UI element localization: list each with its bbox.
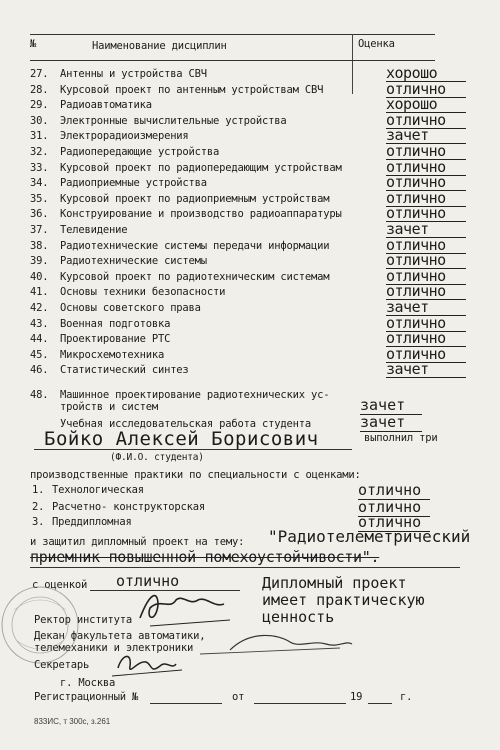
- subject-name: Курсовой проект по радиотехническим системам: [60, 270, 330, 283]
- thesis-rule: [30, 567, 460, 568]
- subject-number: 43.: [30, 317, 49, 330]
- item48-name-line2: тройств и систем: [60, 401, 158, 413]
- subject-number: 41.: [30, 286, 49, 299]
- subject-name: Антенны и устройства СВЧ: [60, 68, 207, 80]
- subject-grade: отлично: [386, 205, 466, 222]
- thesis-prefix: и защитил дипломный проект на тему:: [30, 536, 245, 548]
- subject-name: Курсовой проект по радиопередающим устройствам: [60, 161, 342, 174]
- subject-name: Электрорадиоизмерения: [60, 130, 189, 143]
- subject-grade: хорошо: [386, 65, 466, 82]
- subject-grade: отлично: [386, 237, 466, 254]
- year-suffix: г.: [400, 691, 413, 703]
- column-grade-header: Оценка: [358, 38, 395, 50]
- dean-signature: [230, 635, 352, 650]
- subject-row: [30, 360, 470, 379]
- subject-name: Военная подготовка: [60, 317, 171, 330]
- subject-name: Радиоавтоматика: [60, 99, 152, 112]
- subject-name: Основы техники безопасности: [60, 286, 226, 299]
- practice-grade: отлично: [358, 481, 430, 500]
- subject-name: Статистический синтез: [60, 364, 189, 377]
- subject-grade: отлично: [386, 252, 466, 269]
- subject-grade: отлично: [386, 159, 466, 176]
- practice-number: 1.: [32, 484, 45, 496]
- subject-grade: зачет: [386, 299, 466, 316]
- rector-label: Ректор института: [34, 614, 132, 626]
- secretary-label: Секретарь: [34, 659, 90, 671]
- practice-name: Преддипломная: [52, 516, 132, 528]
- subject-number: 40.: [30, 270, 49, 283]
- item48-number: 48.: [30, 389, 49, 401]
- student-name-rule: [34, 449, 352, 450]
- practices-intro: производственные практики по специальности с оценками:: [30, 469, 361, 481]
- subject-number: 36.: [30, 208, 49, 221]
- subject-grade: зачет: [386, 361, 466, 378]
- date-rule: [254, 703, 346, 704]
- subject-grade: отлично: [386, 112, 466, 129]
- subject-number: 38.: [30, 239, 49, 252]
- subject-name: Электронные вычислительные устройства: [60, 114, 287, 127]
- practice-name: Расчетно- конструкторская: [52, 501, 206, 513]
- subject-grade: хорошо: [386, 96, 466, 113]
- subject-number: 46.: [30, 364, 49, 377]
- thesis-grade: отлично: [116, 572, 180, 590]
- subject-number: 32.: [30, 146, 49, 158]
- subject-number: 33.: [30, 161, 49, 174]
- subject-name: Основы советского права: [60, 302, 201, 314]
- column-subjects-header: Наименование дисциплин: [92, 40, 227, 52]
- registration-label: Регистрационный №: [34, 691, 139, 703]
- rector-signature: [140, 596, 224, 618]
- subject-grade: отлично: [386, 330, 466, 347]
- secretary-signature: [118, 656, 176, 669]
- subject-grade: отлично: [386, 268, 466, 285]
- city-label: г. Москва: [60, 677, 116, 689]
- subject-name: Проектирование РТС: [60, 333, 171, 346]
- subject-grade: отлично: [386, 190, 466, 207]
- thesis-note-line1: Дипломный проект: [262, 574, 407, 592]
- subject-grade: отлично: [386, 174, 466, 191]
- subject-grade: отлично: [386, 143, 466, 160]
- subject-number: 42.: [30, 302, 49, 314]
- dean-label-line2: телемеханики и электроники: [34, 642, 194, 654]
- subject-name: Конструирование и производство радиоаппаратуры: [60, 208, 342, 221]
- practice-name: Технологическая: [52, 484, 144, 496]
- thesis-title-line1: "Радиотелеметрический: [268, 527, 471, 546]
- subject-number: 29.: [30, 99, 49, 112]
- subject-number: 37.: [30, 224, 49, 236]
- subject-name: Курсовой проект по радиоприемным устройствам: [60, 192, 330, 205]
- header-top-rule: [30, 34, 435, 35]
- subject-number: 39.: [30, 255, 49, 268]
- round-seal-stamp: [2, 587, 78, 663]
- subject-name: Радиотехнические системы: [60, 255, 207, 268]
- subject-grade: отлично: [386, 315, 466, 332]
- student-completed: выполнил три: [364, 432, 438, 444]
- year-label: 19: [350, 691, 363, 703]
- item48-grade: зачет: [360, 396, 422, 415]
- student-name: Бойко Алексей Борисович: [44, 428, 319, 450]
- subject-grade: зачет: [386, 127, 466, 144]
- practice-number: 2.: [32, 501, 45, 513]
- print-code: 833ИС, т 300с, з.261: [34, 717, 111, 726]
- subject-name: Микросхемотехника: [60, 348, 165, 361]
- date-from-label: от: [232, 691, 245, 703]
- subject-grade: отлично: [386, 346, 466, 363]
- year-rule: [368, 703, 392, 704]
- item48-name-line1: Машинное проектирование радиотехнических ус-: [60, 389, 330, 401]
- column-number-header: №: [30, 38, 37, 50]
- subject-number: 45.: [30, 348, 49, 361]
- research-text: Учебная исследовательская работа студента: [60, 418, 311, 430]
- subject-number: 34.: [30, 177, 49, 190]
- subject-grade: отлично: [386, 283, 466, 300]
- subject-name: Телевидение: [60, 224, 128, 236]
- practice-grade: отлично: [358, 513, 430, 532]
- subject-number: 44.: [30, 333, 49, 346]
- thesis-grade-label: с оценкой: [32, 579, 88, 591]
- subject-number: 31.: [30, 130, 49, 143]
- subject-number: 35.: [30, 192, 49, 205]
- thesis-note-line3: ценность: [262, 608, 335, 626]
- registration-rule: [150, 703, 222, 704]
- subject-number: 30.: [30, 114, 49, 127]
- thesis-note-line2: имеет практическую: [262, 591, 425, 609]
- thesis-title-line2: приемник повышенной помехоустойчивости".: [30, 548, 380, 566]
- dean-label-line1: Декан факультета автоматики,: [34, 630, 206, 642]
- subject-grade: отлично: [386, 81, 466, 98]
- subject-grade: зачет: [386, 221, 466, 238]
- subject-name: Радиоприемные устройства: [60, 177, 207, 190]
- subject-name: Курсовой проект по антенным устройствам СВЧ: [60, 83, 324, 96]
- subject-name: Радиопередающие устройства: [60, 146, 220, 158]
- research-grade: зачет: [360, 413, 422, 432]
- subject-name: Радиотехнические системы передачи информации: [60, 239, 330, 252]
- student-caption: (Ф.И.О. студента): [110, 452, 204, 463]
- subject-number: 28.: [30, 83, 49, 96]
- practice-number: 3.: [32, 516, 45, 528]
- header-bottom-rule: [30, 60, 435, 61]
- practice-grade: отлично: [358, 498, 430, 517]
- subject-number: 27.: [30, 68, 49, 80]
